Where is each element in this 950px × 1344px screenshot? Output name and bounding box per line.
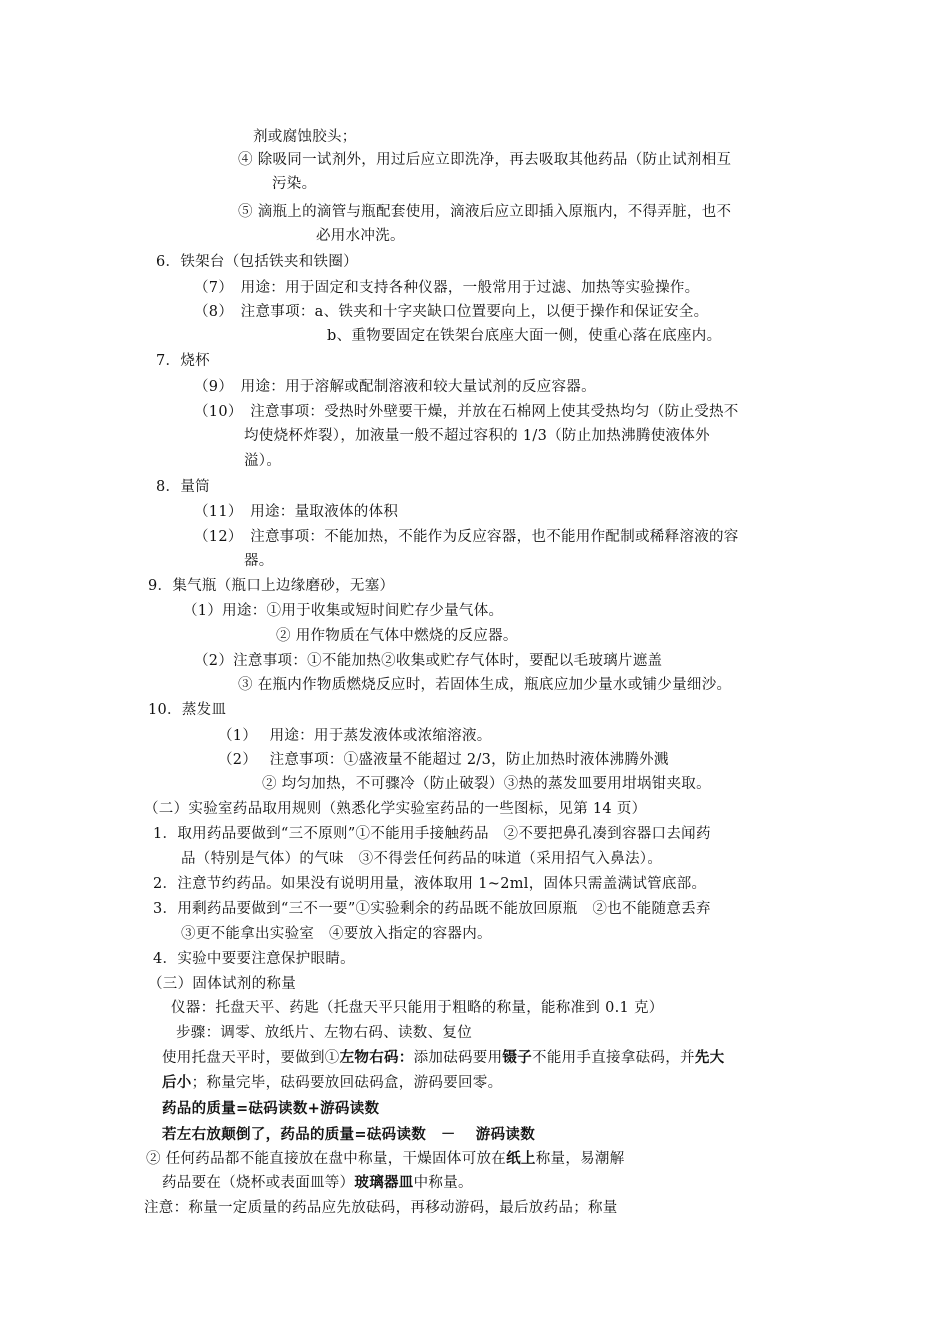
text-segment: 溢）。 xyxy=(244,453,282,469)
text-line xyxy=(194,377,596,397)
text-segment: ② 用作物质在气体中燃烧的反应器。 xyxy=(276,628,518,644)
text-line xyxy=(148,700,226,720)
text-segment: 8．量筒 xyxy=(156,479,210,495)
text-segment: （三）固体试剂的称量 xyxy=(148,976,296,992)
text-line xyxy=(162,1125,535,1145)
text-segment: 4．实验中要要注意保护眼睛。 xyxy=(153,951,355,967)
text-line xyxy=(153,824,711,844)
text-line xyxy=(148,576,394,596)
bold-text: 镊子 xyxy=(502,1049,533,1066)
text-segment: （2）注意事项：①不能加热②收集或贮存气体时，要配以毛玻璃片遮盖 xyxy=(194,653,663,669)
text-line xyxy=(162,1073,502,1093)
text-line xyxy=(194,402,739,422)
text-line xyxy=(144,799,646,819)
text-segment: 2．注意节约药品。如果没有说明用量，液体取用 1~2ml，固体只需盖满试管底部。 xyxy=(153,876,707,892)
text-line xyxy=(327,326,721,346)
bold-text: 后小 xyxy=(162,1074,192,1091)
text-segment: （2） 注意事项：①盛液量不能超过 2/3，防止加热时液体沸腾外溅 xyxy=(218,752,669,768)
text-segment: 6．铁架台（包括铁夹和铁圈） xyxy=(156,254,358,270)
text-segment: 均使烧杯炸裂），加液量一般不超过容积的 1/3（防止加热沸腾使液体外 xyxy=(244,428,710,444)
text-segment: 药品要在（烧杯或表面皿等） xyxy=(162,1175,355,1191)
text-segment: （7） 用途：用于固定和支持各种仪器，一般常用于过滤、加热等实验操作。 xyxy=(194,280,700,296)
text-segment: ⑤ 滴瓶上的滴管与瓶配套使用，滴液后应立即插入原瓶内，不得弄脏，也不 xyxy=(238,204,732,220)
text-segment: 9．集气瓶（瓶口上边缘磨砂，无塞） xyxy=(148,578,395,594)
text-line xyxy=(153,949,355,969)
bold-text: 若左右放颠倒了，药品的质量=砝码读数 － 游码读数 xyxy=(162,1126,535,1143)
text-segment: 10．蒸发皿 xyxy=(148,702,227,718)
text-line xyxy=(238,675,731,695)
text-line xyxy=(244,426,710,446)
text-segment: （9） 用途：用于溶解或配制溶液和较大量试剂的反应容器。 xyxy=(194,379,596,395)
text-line xyxy=(181,924,492,944)
text-segment: 7．烧杯 xyxy=(156,353,210,369)
bold-text: 纸上 xyxy=(506,1150,536,1167)
text-line xyxy=(144,1198,618,1218)
bold-text: 玻璃器皿 xyxy=(354,1174,414,1191)
text-segment: 步骤：调零、放纸片、左物右码、读数、复位 xyxy=(176,1025,472,1041)
text-line xyxy=(162,1048,724,1068)
text-segment: 称量，易潮解 xyxy=(535,1151,625,1167)
text-line xyxy=(162,1173,473,1193)
text-line xyxy=(244,551,274,571)
text-segment: 污染。 xyxy=(272,176,317,192)
text-segment: ② 均匀加热，不可骤冷（防止破裂）③热的蒸发皿要用坩埚钳夹取。 xyxy=(262,776,711,792)
text-segment: （11） 用途：量取液体的体积 xyxy=(194,504,399,520)
text-line xyxy=(238,150,731,170)
text-segment: 1．取用药品要做到“三不原则”①不能用手接触药品 ②不要把鼻孔凑到容器口去闻药 xyxy=(153,826,711,842)
text-line xyxy=(148,974,296,994)
text-segment: （二）实验室药品取用规则（熟悉化学实验室药品的一些图标，见第 14 页） xyxy=(144,801,647,817)
text-line xyxy=(156,351,210,371)
text-segment: 仪器：托盘天平、药匙（托盘天平只能用于粗略的称量，能称准到 0.1 克） xyxy=(171,1000,664,1016)
text-line xyxy=(181,849,662,869)
text-segment: （12） 注意事项：不能加热，不能作为反应容器，也不能用作配制或稀释溶液的容 xyxy=(194,529,739,545)
text-segment: 不能用手直接拿砝码，并 xyxy=(532,1050,695,1066)
text-line xyxy=(272,174,316,194)
text-line xyxy=(156,477,210,497)
text-line xyxy=(183,601,503,621)
text-segment: 中称量。 xyxy=(413,1175,473,1191)
text-segment: ② 任何药品都不能直接放在盘中称量，干燥固体可放在 xyxy=(146,1151,507,1167)
text-line xyxy=(238,202,731,222)
text-line xyxy=(156,252,358,272)
bold-text: 先大 xyxy=(694,1049,725,1066)
text-segment: 3．用剩药品要做到“三不一要”①实验剩余的药品既不能放回原瓶 ②也不能随意丢弃 xyxy=(153,901,711,917)
text-segment: 添加砝码要用 xyxy=(413,1050,503,1066)
text-line xyxy=(146,1149,625,1169)
text-line xyxy=(194,527,739,547)
text-line xyxy=(276,626,518,646)
text-segment: 使用托盘天平时，要做到① xyxy=(162,1050,340,1066)
text-line xyxy=(171,998,664,1018)
text-segment: ③ 在瓶内作物质燃烧反应时，若固体生成，瓶底应加少量水或铺少量细沙。 xyxy=(238,677,732,693)
text-segment: 剂或腐蚀胶头； xyxy=(253,129,357,145)
text-segment: 品（特别是气体）的气味 ③不得尝任何药品的味道（采用招气入鼻法）。 xyxy=(181,851,663,867)
text-line xyxy=(244,451,281,471)
text-segment: ④ 除吸同一试剂外，用过后应立即洗净，再去吸取其他药品（防止试剂相互 xyxy=(238,152,732,168)
text-line xyxy=(176,1023,472,1043)
text-segment: （10） 注意事项：受热时外壁要干燥，并放在石棉网上使其受热均匀（防止受热不 xyxy=(194,404,739,420)
text-line xyxy=(153,899,711,919)
text-segment: （1）用途：①用于收集或短时间贮存少量气体。 xyxy=(183,603,504,619)
text-segment: 器。 xyxy=(244,553,274,569)
text-line xyxy=(162,1099,379,1119)
text-segment: （8） 注意事项：a、铁夹和十字夹缺口位置要向上，以便于操作和保证安全。 xyxy=(194,304,709,320)
text-segment: ③更不能拿出实验室 ④要放入指定的容器内。 xyxy=(181,926,492,942)
text-line xyxy=(194,651,662,671)
text-segment: ；称量完毕，砝码要放回砝码盒，游码要回零。 xyxy=(191,1075,503,1091)
bold-text: 药品的质量=砝码读数+游码读数 xyxy=(162,1100,380,1117)
text-line xyxy=(253,127,357,147)
text-line xyxy=(218,750,669,770)
bold-text: 左物右码： xyxy=(339,1049,414,1066)
text-line xyxy=(153,874,706,894)
text-segment: 必用水冲洗。 xyxy=(316,228,405,244)
text-segment: b、重物要固定在铁架台底座大面一侧，使重心落在底座内。 xyxy=(327,328,722,344)
text-line xyxy=(262,774,711,794)
text-line xyxy=(194,502,398,522)
text-segment: （1） 用途：用于蒸发液体或浓缩溶液。 xyxy=(218,728,492,744)
text-segment: 注意：称量一定质量的药品应先放砝码，再移动游码，最后放药品；称量 xyxy=(144,1200,618,1216)
text-line xyxy=(194,278,699,298)
text-line xyxy=(218,726,492,746)
text-line xyxy=(316,226,405,246)
text-line xyxy=(194,302,708,322)
